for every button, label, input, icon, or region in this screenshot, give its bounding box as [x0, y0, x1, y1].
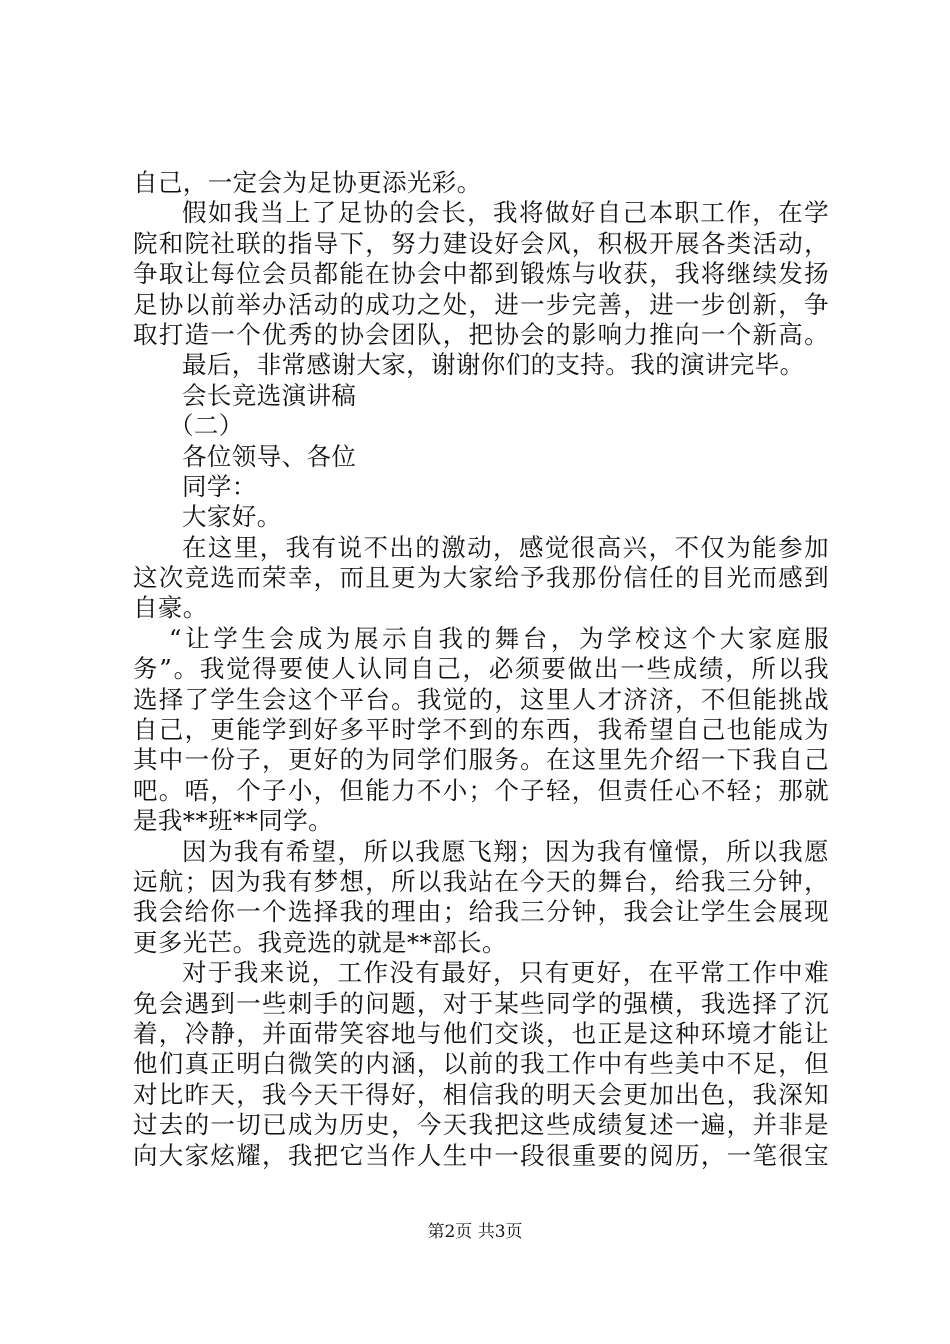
text-line: 他们真正明白微笑的内涵，以前的我工作中有些美中不足，但 [133, 1049, 829, 1079]
text-line: 院和院社联的指导下，努力建设好会风，积极开展各类活动， [133, 228, 829, 258]
text-line: 免会遇到一些刺手的问题，对于某些同学的强横，我选择了沉 [133, 988, 829, 1018]
text-line: 争取让每位会员都能在协会中都到锻炼与收获，我将继续发扬 [133, 259, 829, 289]
document-body [133, 168, 829, 1171]
paragraph-first-line: 因为我有希望，所以我愿飞翔；因为我有憧憬，所以我愿 [182, 836, 829, 866]
paragraph-first-line: 最后，非常感谢大家，谢谢你们的支持。我的演讲完毕。 [182, 350, 805, 380]
text-line: 着，冷静，并面带笑容地与他们交谈，也正是这种环境才能让 [133, 1018, 829, 1048]
text-line: 其中一份子，更好的为同学们服务。在这里先介绍一下我自己 [133, 745, 829, 775]
text-line: 更多光芒。我竞选的就是**部长。 [133, 927, 507, 957]
salutation-line: 同学： [182, 471, 257, 501]
text-line: 向大家炫耀，我把它当作人生中一段很重要的阅历，一笔很宝 [133, 1140, 829, 1170]
text-line: 自己，一定会为足协更添光彩。 [133, 168, 482, 197]
paragraph-first-line: 假如我当上了足协的会长，我将做好自己本职工作，在学 [182, 198, 829, 228]
text-line: 取打造一个优秀的协会团队，把协会的影响力推向一个新高。 [133, 319, 829, 349]
paragraph-first-line: 在这里，我有说不出的激动，感觉很高兴，不仅为能参加 [182, 532, 829, 562]
section-title: 会长竞选演讲稿 [182, 380, 357, 410]
text-line: 吧。唔，个子小，但能力不小；个子轻，但责任心不轻；那就 [133, 775, 829, 805]
page-footer: 第2页 共3页 [427, 1222, 523, 1242]
paragraph-first-line: “让学生会成为展示自我的舞台，为学校这个大家庭服 [169, 623, 829, 653]
text-line: 务”。我觉得要使人认同自己，必须要做出一些成绩，所以我 [133, 654, 829, 684]
text-line: 过去的一切已成为历史，今天我把这些成绩复述一遍，并非是 [133, 1110, 829, 1140]
text-line: 是我**班**同学。 [133, 806, 333, 836]
paragraph-first-line: 对于我来说，工作没有最好，只有更好，在平常工作中难 [182, 958, 829, 988]
text-line: 自豪。 [133, 593, 208, 623]
section-number: （二） [169, 411, 244, 441]
text-line: 这次竞选而荣幸，而且更为大家给予我那份信任的目光而感到 [133, 563, 829, 593]
text-line: 对比昨天，我今天干得好，相信我的明天会更加出色，我深知 [133, 1079, 829, 1109]
text-line: 我会给你一个选择我的理由；给我三分钟，我会让学生会展现 [133, 897, 829, 927]
greeting-line: 大家好。 [182, 502, 282, 532]
text-line: 选择了学生会这个平台。我觉的，这里人才济济，不但能挑战 [133, 684, 829, 714]
text-line: 自己，更能学到好多平时学不到的东西，我希望自己也能成为 [133, 715, 829, 745]
text-line: 远航；因为我有梦想，所以我站在今天的舞台，给我三分钟， [133, 866, 829, 896]
text-line: 足协以前举办活动的成功之处，进一步完善，进一步创新，争 [133, 289, 829, 319]
salutation-line: 各位领导、各位 [182, 441, 357, 471]
